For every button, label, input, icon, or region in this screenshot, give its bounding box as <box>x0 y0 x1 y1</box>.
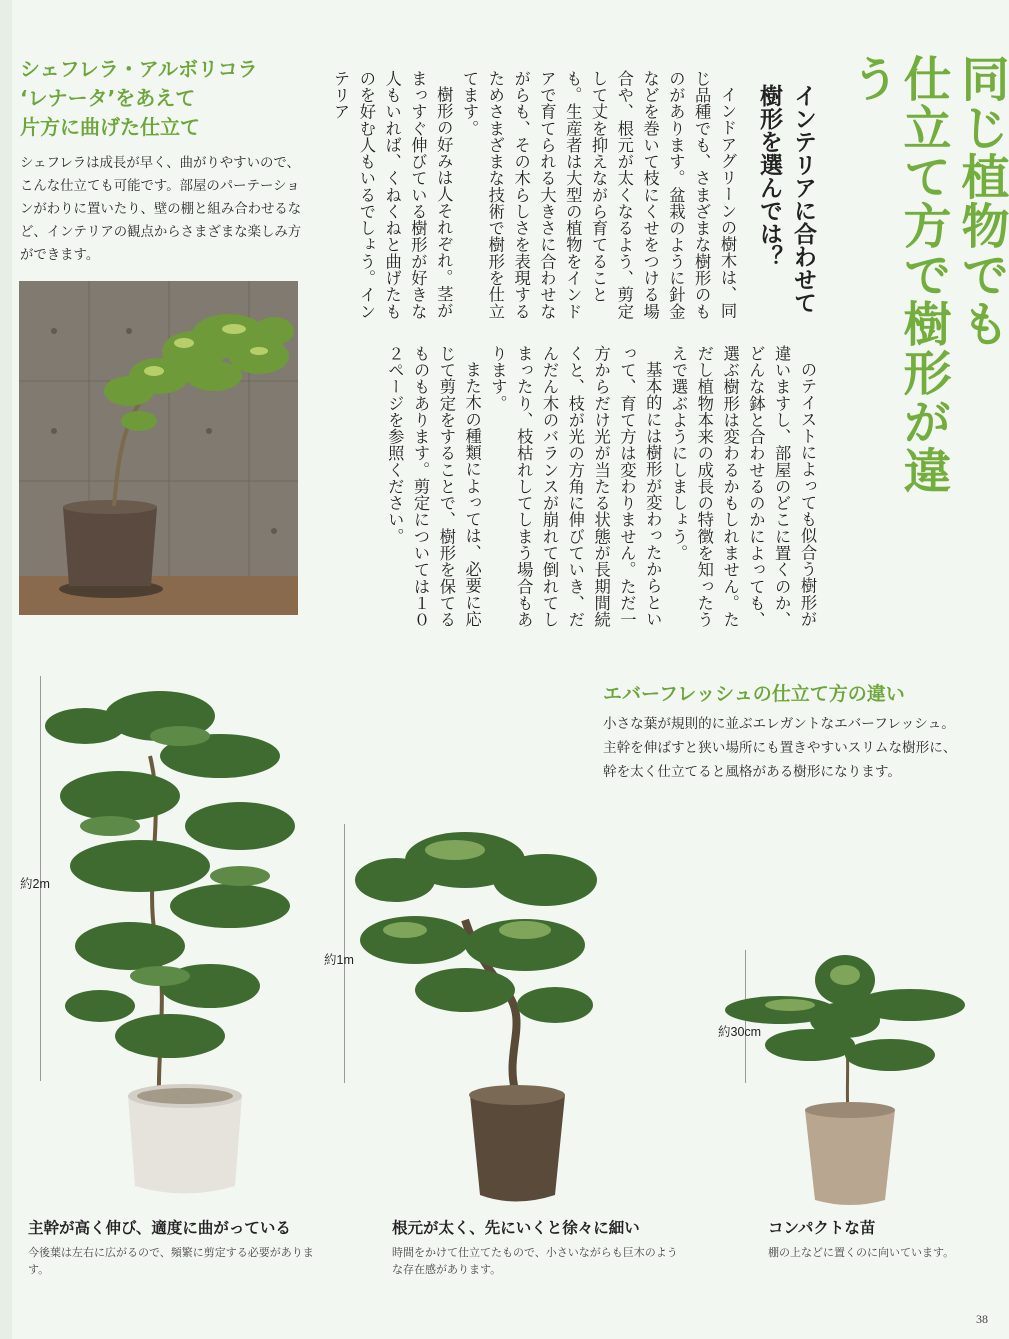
article-paragraph: インドアグリーンの樹木は、同じ品種でも、さまざまな樹形のものがあります。盆栽のように針金などを巻いて枝にくせをつける場合や、根元が太くなるよう、剪定して丈を抑えながら育てることも。生産者は大型の植物をインドアで育てられる大きさに合わせながらも、その木らしさを表現するためさまざまな技術で樹形を仕立てます。 <box>460 70 737 320</box>
caption-body-small: 棚の上などに置くのに向いています。 <box>768 1246 955 1259</box>
article-paragraph: のテイストによっても似合う樹形が違いますし、部屋のどこに置くのか、どんな鉢と合わせるのかによっても、選ぶ樹形は変わるかもしれません。ただし植物本来の成長の特徴を知ったうえで選ぶようにしましょう。 <box>669 345 817 628</box>
caption-title-tall: 主幹が高く伸び、適度に曲がっている <box>28 1219 291 1237</box>
height-label-30cm: 約30cm <box>718 1025 762 1039</box>
schefflera-photo <box>19 281 298 615</box>
subtitle-line-2: 樹形を選んでは？ <box>756 84 782 268</box>
evergreen-description: 小さな葉が規則的に並ぶエレガントなエバーフレッシュ。主幹を伸ばすと狭い場所にも置きやすいスリムな樹形に、幹を太く仕立てると風格がある樹形になります。 <box>603 716 957 780</box>
page-edge <box>0 0 12 1339</box>
caption-body-medium: 時間をかけて仕立てたもので、小さいながらも巨木のような存在感があります。 <box>392 1246 678 1276</box>
schefflera-heading <box>20 55 320 142</box>
caption-body-tall: 今後葉は左右に広がるので、頻繁に剪定する必要があります。 <box>28 1246 314 1276</box>
article-paragraph: 基本的には樹形が変わったからといって、育て方は変わりません。ただ一方からだけ光が当たる状態が長期間続くと、枝が光の方角に伸びていき、だんだん木のバランスが崩れて倒れてしまったり、枝枯れしてしまう場合もあります。 <box>488 345 663 628</box>
height-label-1m: 約1m <box>324 953 354 967</box>
subtitle <box>754 84 818 384</box>
evergreen-tall-photo <box>40 676 320 1216</box>
heading-line: シェフレラ・アルボリコラ <box>20 57 258 81</box>
evergreen-heading: エバーフレッシュの仕立て方の違い <box>603 683 905 705</box>
page-title <box>845 54 1007 524</box>
evergreen-small-photo <box>720 945 970 1210</box>
caption-title-small: コンパクトな苗 <box>768 1219 876 1237</box>
title-line-1: 同じ植物でも <box>953 54 1009 348</box>
evergreen-medium-photo <box>355 820 600 1210</box>
heading-line: ‘レナータ’をあえて <box>20 86 196 110</box>
heading-line: 片方に曲げた仕立て <box>20 115 200 139</box>
article-body-upper <box>331 70 740 335</box>
subtitle-line-1: インテリアに合わせて <box>790 84 816 314</box>
schefflera-description: シェフレラは成長が早く、曲がりやすいので、こんな仕立ても可能です。部屋のパーテーションがわりに置いたり、壁の棚と組み合わせるなど、インテリアの観点からさまざまな楽しみ方ができます。 <box>20 156 302 263</box>
article-body-lower <box>340 345 820 635</box>
page-number: 38 <box>976 1312 988 1326</box>
height-label-2m: 約2m <box>20 877 50 891</box>
title-line-2: 仕立て方で樹形が違う <box>843 54 951 495</box>
caption-title-medium: 根元が太く、先にいくと徐々に細い <box>392 1219 640 1237</box>
article-paragraph: また木の種類によっては、必要に応じて剪定をすることで、樹形を保てるものもあります。剪定については１０２ページを参照ください。 <box>385 345 482 628</box>
article-paragraph: 樹形の好みは人それぞれ。茎がまっすぐ伸びている樹形が好きな人もいれば、くねくねと曲げたものを好む人もいるでしょう。インテリア <box>331 70 454 320</box>
